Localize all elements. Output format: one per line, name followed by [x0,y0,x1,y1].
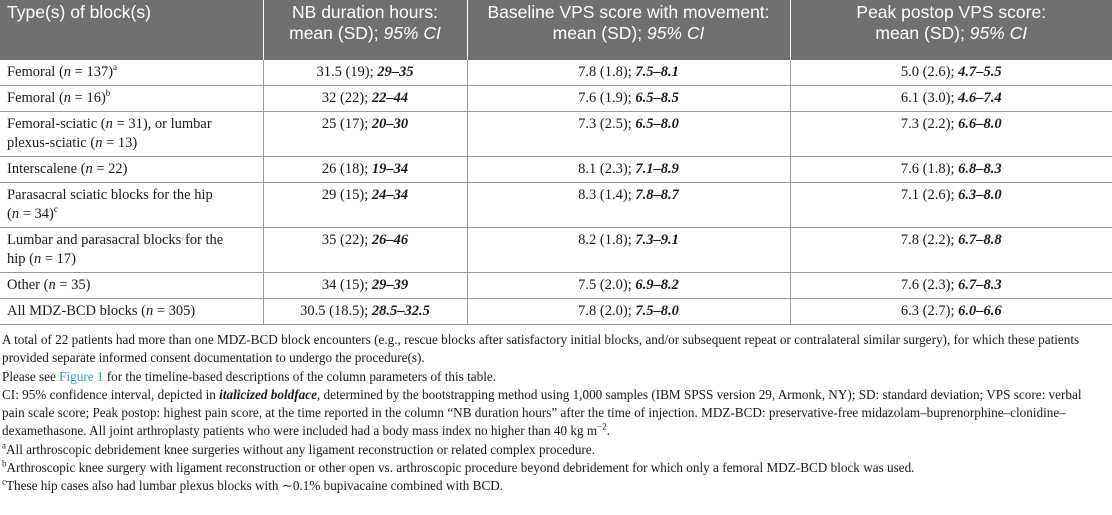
table-row [0,299,1112,325]
cell-peak-vps: 7.8 (2.2); 6.7–8.8 [790,228,1112,273]
cell-nb-duration: 29 (15); 24–34 [263,183,467,228]
footnote-b: $^b$Arthroscopic knee surgery with ligament reconstruction or other open vs. arthroscopic procedure beyond debridement for which only a femoral MDZ-BCD block was used. [2,458,915,476]
cell-peak-vps: 7.1 (2.6); 6.3–8.0 [790,183,1112,228]
table-row [0,86,1112,112]
cell-peak-vps: 6.1 (3.0); 4.6–7.4 [790,86,1112,112]
cell-baseline-vps: 7.8 (2.0); 7.5–8.0 [467,299,790,325]
table-row [0,228,1112,273]
table-row [0,273,1112,299]
cell-nb-duration: 25 (17); 20–30 [263,112,467,157]
cell-block-type: Femoral (n = 16)$^b$ [0,86,263,112]
header-baseline-vps: Baseline VPS score with movement: mean (SD); 95% CI [467,0,790,60]
note-abbreviations: CI: 95% confidence interval, depicted in italicized boldface, determined by the bootstrapping method using 1,000 samples (IBM SPSS version 29, Armonk, NY); SD: standard deviation; VPS score: verbal pain scale score; Peak postop: highest pain score, at the time reported in the column “NB duration hours” after the time of injection. MDZ-BCD: preservative-free midazolam–buprenorphine–clonidine–dexamethasone. All joint arthroplasty patients who were included had a body mass index no higher than 40 kg $m^{-2}$. [2,386,1082,439]
table-header [0,0,1112,60]
footnote-c: $^c$These hip cases also had lumbar plexus blocks with ∼0.1% bupivacaine combined with BCD. [2,476,504,494]
footnote-a: $^a$All arthroscopic debridement knee surgeries without any ligament reconstruction or related complex procedure. [2,440,595,457]
table-row [0,157,1112,183]
cell-baseline-vps: 7.3 (2.5); 6.5–8.0 [467,112,790,157]
cell-nb-duration: 31.5 (19); 29–35 [263,60,467,86]
cell-peak-vps: 7.3 (2.2); 6.6–8.0 [790,112,1112,157]
cell-peak-vps: 7.6 (1.8); 6.8–8.3 [790,157,1112,183]
cell-block-type: Parasacral sciatic blocks for the hip (n = 34)$^c$ [0,183,263,228]
cell-peak-vps: 7.6 (2.3); 6.7–8.3 [790,273,1112,299]
cell-peak-vps: 5.0 (2.6); 4.7–5.5 [790,60,1112,86]
cell-block-type: Other (n = 35) [0,273,263,299]
header-peak-vps: Peak postop VPS score: mean (SD); 95% CI [790,0,1112,60]
cell-block-type: All MDZ-BCD blocks (n = 305) [0,299,263,325]
cell-baseline-vps: 8.3 (1.4); 7.8–8.7 [467,183,790,228]
header-block-type: Type(s) of block(s) [0,0,263,60]
cell-block-type: Femoral (n = 137)$^a$ [0,60,263,86]
table-row [0,183,1112,228]
table-row [0,60,1112,86]
cell-peak-vps: 6.3 (2.7); 6.0–6.6 [790,299,1112,325]
cell-baseline-vps: 8.1 (2.3); 7.1–8.9 [467,157,790,183]
cell-nb-duration: 30.5 (18.5); 28.5–32.5 [263,299,467,325]
note-multiple-encounters: A total of 22 patients had more than one MDZ-BCD block encounters (e.g., rescue blocks after satisfactory initial blocks, and/or subsequent repeat or contralateral similar surgery), for which these patients provided separate informed consent documentation to undergo the procedure(s). [2,332,1080,366]
table-body [0,60,1112,325]
cell-nb-duration: 32 (22); 22–44 [263,86,467,112]
table-footnotes [0,325,1112,496]
cell-baseline-vps: 7.5 (2.0); 6.9–8.2 [467,273,790,299]
table-row [0,112,1112,157]
cell-block-type: Femoral-sciatic (n = 31), or lumbar plexus-sciatic (n = 13) [0,112,263,157]
header-nb-duration: NB duration hours: mean (SD); 95% CI [263,0,467,60]
figure-1-link[interactable]: Figure 1 [59,368,104,384]
note-figure-reference: Please see Figure 1 for the timeline-based descriptions of the column parameters of this table. [2,368,497,384]
cell-nb-duration: 35 (22); 26–46 [263,228,467,273]
cell-nb-duration: 26 (18); 19–34 [263,157,467,183]
cell-baseline-vps: 8.2 (1.8); 7.3–9.1 [467,228,790,273]
cell-baseline-vps: 7.6 (1.9); 6.5–8.5 [467,86,790,112]
cell-nb-duration: 34 (15); 29–39 [263,273,467,299]
cell-block-type: Interscalene (n = 22) [0,157,263,183]
cell-block-type: Lumbar and parasacral blocks for the hip (n = 17) [0,228,263,273]
cell-baseline-vps: 7.8 (1.8); 7.5–8.1 [467,60,790,86]
